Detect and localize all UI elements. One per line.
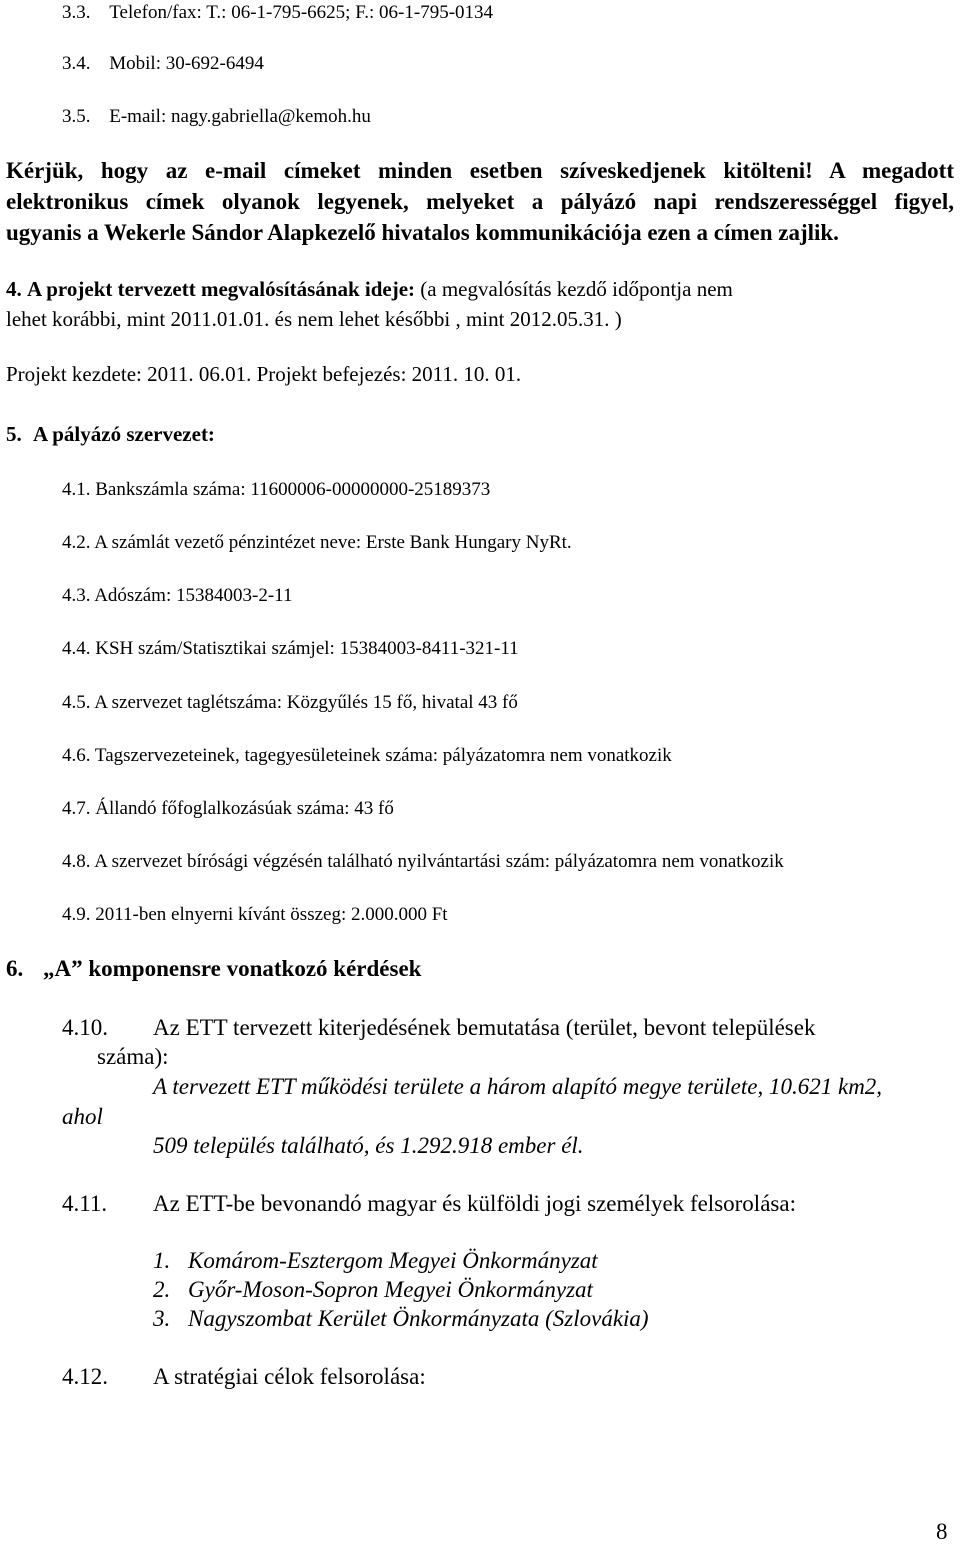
section-4-note-2: lehet korábbi, mint 2011.01.01. és nem lehet későbbi , mint 2012.05.31. ) <box>6 307 622 331</box>
section-5-num: 5. <box>6 422 22 446</box>
entity-num: 1. <box>153 1248 171 1273</box>
org-item-text: A szervezet bírósági végzésén található nyilvántartási szám: pályázatomra nem vonatkozik <box>94 851 784 872</box>
org-item-2 <box>62 532 572 554</box>
entity-list-item-3 <box>153 1306 649 1332</box>
q410-num: 4.10. <box>62 1015 108 1040</box>
section-4-num: 4. <box>6 277 22 301</box>
org-item-num: 4.4. <box>62 638 91 659</box>
q410-answer-3: 509 település található, és 1.292.918 ember él. <box>153 1133 584 1158</box>
org-item-num: 4.7. <box>62 798 91 819</box>
section-4-heading-line <box>6 277 733 302</box>
org-item-text: A szervezet taglétszáma: Közgyűlés 15 fő, hivatal 43 fő <box>94 692 518 713</box>
notice-bold: Kérjük, hogy az e-mail címeket minden esetben szíveskedjenek kitölteni! <box>6 158 813 183</box>
notice-line-2: elektronikus címek olyanok legyenek, melyeket a pályázó napi rendszerességgel figyel, <box>6 189 954 214</box>
q412-num: 4.12. <box>62 1364 108 1389</box>
q412-question: A stratégiai célok felsorolása: <box>153 1364 426 1389</box>
section-5-title: A pályázó szervezet: <box>33 422 215 446</box>
contact-phone-text: Telefon/fax: T.: 06-1-795-6625; F.: 06-1-795-0134 <box>109 2 494 23</box>
org-item-4 <box>62 638 519 660</box>
notice-line-3: ugyanis a Wekerle Sándor Alapkezelő hivatalos kommunikációja ezen a címen zajlik. <box>6 220 839 245</box>
entity-num: 3. <box>153 1306 171 1331</box>
org-item-6 <box>62 745 672 767</box>
org-item-text: A számlát vezető pénzintézet neve: Erste Bank Hungary NyRt. <box>94 532 572 553</box>
org-item-text: 2011-ben elnyerni kívánt összeg: 2.000.000 Ft <box>95 904 448 925</box>
section-4-note-1: (a megvalósítás kezdő időpontja nem <box>420 277 733 301</box>
section-6-heading <box>6 956 421 982</box>
contact-phone-num: 3.3. <box>62 2 91 23</box>
notice-rest: A megadott <box>829 158 954 183</box>
org-item-num: 4.6. <box>62 745 91 766</box>
q411-num: 4.11. <box>62 1191 108 1216</box>
org-item-1 <box>62 479 490 501</box>
q410-question-1: Az ETT tervezett kiterjedésének bemutatása (terület, bevont települések <box>153 1015 816 1040</box>
org-item-text: Tagszervezeteinek, tagegyesületeinek száma: pályázatomra nem vonatkozik <box>94 745 672 766</box>
org-item-text: Adószám: 15384003-2-11 <box>94 585 293 606</box>
contact-mobile-text: Mobil: 30-692-6494 <box>109 53 264 74</box>
org-item-8 <box>62 851 784 873</box>
contact-email-text: E-mail: nagy.gabriella@kemoh.hu <box>109 106 371 127</box>
section-4-heading: A projekt tervezett megvalósításának ideje: <box>27 277 416 301</box>
org-item-3 <box>62 585 292 607</box>
entity-num: 2. <box>153 1277 171 1302</box>
org-item-text: Bankszámla száma: 11600006-00000000-25189373 <box>95 479 491 500</box>
org-item-5 <box>62 692 518 714</box>
section-6-num: 6. <box>6 956 24 981</box>
entity-name: Komárom-Esztergom Megyei Önkormányzat <box>188 1248 598 1273</box>
q410-answer-1: A tervezett ETT működési területe a három alapító megye területe, 10.621 km2, <box>153 1074 883 1099</box>
contact-email-num: 3.5. <box>62 106 91 127</box>
section-5-heading <box>6 422 215 447</box>
entity-list-item-2 <box>153 1277 593 1303</box>
entity-name: Győr-Moson-Sopron Megyei Önkormányzat <box>188 1277 593 1302</box>
org-item-num: 4.5. <box>62 692 91 713</box>
section-4-dates: Projekt kezdete: 2011. 06.01. Projekt befejezés: 2011. 10. 01. <box>6 362 522 386</box>
org-item-num: 4.2. <box>62 532 91 553</box>
entity-list-item-1 <box>153 1248 598 1274</box>
org-item-text: Állandó főfoglalkozásúak száma: 43 fő <box>95 798 394 819</box>
notice-line-1 <box>6 158 954 184</box>
q411-question: Az ETT-be bevonandó magyar és külföldi jogi személyek felsorolása: <box>153 1191 796 1216</box>
entity-name: Nagyszombat Kerület Önkormányzata (Szlovákia) <box>188 1306 649 1331</box>
org-item-7 <box>62 798 394 820</box>
org-item-text: KSH szám/Statisztikai számjel: 15384003-8411-321-11 <box>95 638 519 659</box>
q410-answer-2: ahol <box>62 1104 103 1129</box>
contact-mobile <box>62 53 264 75</box>
contact-mobile-num: 3.4. <box>62 53 91 74</box>
page-number: 8 <box>936 1519 948 1544</box>
contact-phone <box>62 2 493 24</box>
org-item-num: 4.8. <box>62 851 91 872</box>
org-item-num: 4.1. <box>62 479 91 500</box>
section-6-title: „A” komponensre vonatkozó kérdések <box>43 956 422 981</box>
contact-email <box>62 106 371 128</box>
q410-question-2: száma): <box>97 1044 169 1069</box>
org-item-num: 4.3. <box>62 585 91 606</box>
org-item-9 <box>62 904 448 926</box>
org-item-num: 4.9. <box>62 904 91 925</box>
